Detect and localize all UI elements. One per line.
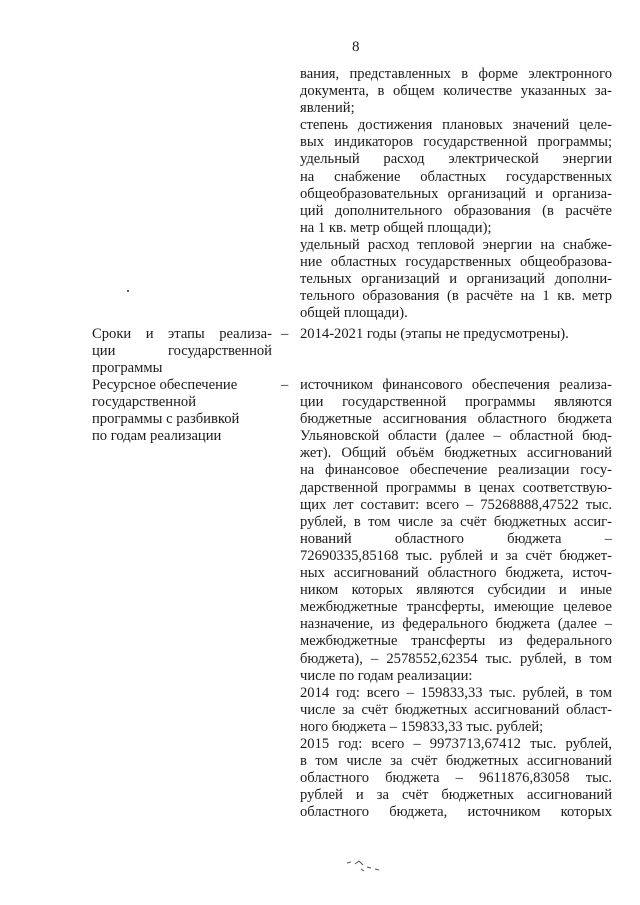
text-line: ных ассигнований областного бюджета, источ- bbox=[300, 565, 612, 582]
label-line: государственной bbox=[92, 394, 197, 411]
text-line: удельный расход электрической энергии bbox=[300, 151, 612, 168]
text-line: назначение, из федерального бюджета (далее – bbox=[300, 616, 612, 633]
text-line: на снабжение областных государственных bbox=[300, 168, 612, 185]
text-line: Ульяновской области (далее – областной бюд- bbox=[300, 428, 612, 445]
dash-separator: – bbox=[281, 377, 289, 393]
text-line: 2014-2021 годы (этапы не предусмотрены). bbox=[300, 326, 569, 342]
text-line: тельных организаций и организаций дополни- bbox=[300, 271, 612, 288]
text-line: нований областного бюджета – bbox=[300, 530, 612, 547]
text-line: рублей и за счёт бюджетных ассигнований bbox=[300, 787, 612, 804]
text-line: 72690335,85168 тыс. рублей и за счёт бюджет- bbox=[300, 547, 612, 564]
label-line: по годам реализации bbox=[92, 428, 222, 445]
text-line: жет). Общий объём бюджетных ассигнований bbox=[300, 445, 612, 462]
text-line: общей площади). bbox=[300, 305, 408, 322]
label-line: программы с разбивкой bbox=[92, 411, 240, 428]
resource-support-text bbox=[300, 377, 612, 821]
text-line: числе по годам реализации: bbox=[300, 667, 473, 684]
text-line: документа, в общем количестве указанных за- bbox=[300, 83, 612, 100]
text-line: в том числе за счёт бюджетных ассигнований bbox=[300, 753, 612, 770]
text-line: бюджетные ассигнования областного бюджета bbox=[300, 411, 612, 428]
text-line: на финансовое обеспечение реализации госу- bbox=[300, 462, 612, 479]
text-line: областного бюджета – 9611876,83058 тыс. bbox=[300, 770, 612, 787]
text-line: щих лет составит: всего – 75268888,47522 тыс. bbox=[300, 496, 612, 513]
text-line: ние областных государственных общеобразова- bbox=[300, 254, 612, 271]
text-line: вания, представленных в форме электронного bbox=[300, 66, 612, 82]
text-line: дарственной программы в ценах соответствую- bbox=[300, 479, 612, 496]
label-line: Ресурсное обеспечение bbox=[92, 377, 238, 393]
label-resource-support bbox=[92, 377, 272, 445]
text-line: ного бюджета – 159833,33 тыс. рублей; bbox=[300, 718, 544, 735]
text-line: числе за счёт бюджетных ассигнований област- bbox=[300, 701, 612, 718]
targets-list-continuation bbox=[300, 66, 612, 322]
text-line: ции государственной программы являются bbox=[300, 394, 612, 411]
dash-separator: – bbox=[281, 326, 289, 342]
text-line: вых индикаторов государственной программы; bbox=[300, 134, 612, 151]
text-line: 2014 год: всего – 159833,33 тыс. рублей, в том bbox=[300, 684, 612, 701]
text-line: ций дополнительного образования (в расчёте bbox=[300, 202, 612, 219]
text-line: 2015 год: всего – 9973713,67412 тыс. рублей, bbox=[300, 735, 612, 752]
text-line: общеобразовательных организаций и организа- bbox=[300, 185, 612, 202]
label-line: ции государственной bbox=[92, 343, 272, 360]
scan-noise-mark bbox=[345, 855, 385, 875]
terms-value bbox=[300, 326, 612, 343]
label-line: программы bbox=[92, 360, 163, 377]
text-line: бюджета), – 2578552,62354 тыс. рублей, в том bbox=[300, 650, 612, 667]
text-line: на 1 кв. метр общей площади); bbox=[300, 219, 492, 236]
label-line: Сроки и этапы реализа- bbox=[92, 326, 272, 342]
page-number: 8 bbox=[352, 39, 360, 55]
text-line: рублей, в том числе за счёт бюджетных ассиг- bbox=[300, 513, 612, 530]
scan-speck bbox=[127, 290, 129, 292]
text-line: тельного образования (в расчёте на 1 кв. метр bbox=[300, 288, 612, 305]
label-terms-and-stages bbox=[92, 326, 272, 377]
text-line: межбюджетные трансферты из федерального bbox=[300, 633, 612, 650]
text-line: межбюджетные трансферты, имеющие целевое bbox=[300, 599, 612, 616]
text-line: явлений; bbox=[300, 100, 355, 117]
text-line: ником которых являются субсидии и иные bbox=[300, 582, 612, 599]
text-line: источником финансового обеспечения реализа- bbox=[300, 377, 612, 393]
text-line: степень достижения плановых значений целе- bbox=[300, 117, 612, 134]
text-line: областного бюджета, источником которых bbox=[300, 804, 612, 821]
text-line: удельный расход тепловой энергии на снабже- bbox=[300, 236, 612, 253]
